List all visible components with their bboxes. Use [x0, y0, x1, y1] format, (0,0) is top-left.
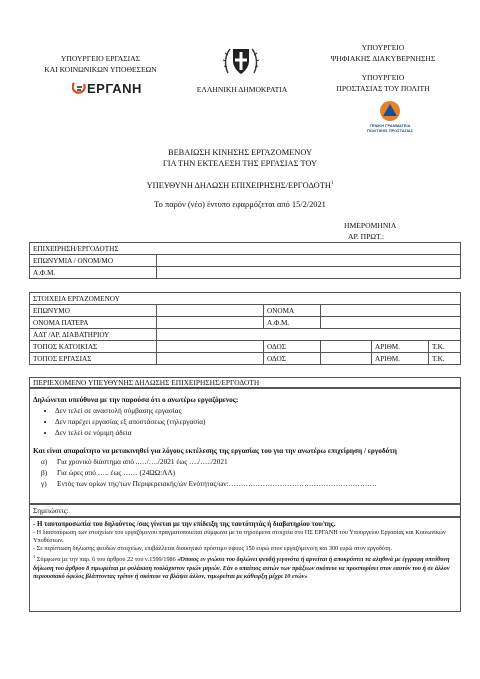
business-afm-field[interactable]	[157, 267, 461, 279]
option-b	[33, 467, 457, 478]
ergani-logo-icon	[72, 81, 86, 97]
option-b-text: Για ώρες από ….. έως …… (24ΩΩ:ΛΛ)	[57, 468, 176, 477]
work-place-label: ΤΟΠΟΣ ΕΡΓΑΣΙΑΣ	[30, 353, 157, 365]
work-street-label: ΟΔΟΣ	[264, 353, 321, 365]
title-line4: Το παρόν (νέο) έντυπο εφαρμόζεται από 15/2/2021	[154, 200, 326, 209]
residence-street-label: ΟΔΟΣ	[264, 341, 321, 353]
option-b-letter: β)	[41, 468, 48, 477]
date-block	[344, 220, 396, 242]
ergani-logo-text: ΕΡΓΑΝΗ	[87, 81, 142, 96]
civil-logo-line1: ΓΕΝΙΚΗ ΓΡΑΜΜΑΤΕΙΑ	[369, 123, 411, 128]
option-c-text: Εντός των ορίων της/των Περιφερειακής/ών Ενότητας/ων:…………………………………………………….	[57, 479, 377, 488]
note-law-quote: «Όποιος εν γνώσει του δηλώνει ψευδή γεγονότα ή αρνείται ή αποκρύπτει τα αληθινά με έγγραφη υπεύθυνη δήλωση του άρθρου 8 τιμωρείται με φυλάκιση τουλάχιστον τριών μηνών. Εάν ο υπαίτιος αυτών των πράξεων σκόπευε να προσπορίσει στον εαυτόν του ή σε άλλον περιουσιακό όφελος βλάπτοντας τρίτον ή σκόπευε να βλάψει άλλον, τιμωρείται με κάθειρξη μέχρι 10 ετών»	[33, 556, 450, 580]
residence-number-label: ΑΡΙΘΜ.	[372, 341, 429, 353]
title-line2: ΓΙΑ ΤΗΝ ΕΚΤΕΛΕΣΗ ΤΗΣ ΕΡΓΑΣΙΑΣ ΤΟΥ	[162, 159, 318, 168]
title-line1: ΒΕΒΑΙΩΣΗ ΚΙΝΗΣΗΣ ΕΡΓΑΖΟΜΕΝΟΥ	[167, 148, 312, 157]
residence-label: ΤΟΠΟΣ ΚΑΤΟΙΚΙΑΣ	[30, 341, 157, 353]
protocol-label: ΑΡ. ΠΡΩΤ.:	[348, 232, 385, 241]
declaration-bullet: • Δεν τελεί σε νόμιμη άδεια	[55, 427, 457, 438]
greek-coat-of-arms	[222, 43, 260, 81]
declaration-bullet: • Δεν τελεί σε αναστολή σύμβασης εργασίας	[55, 405, 457, 416]
employee-afm-label: Α.Φ.Μ.	[264, 317, 321, 329]
employee-id-field[interactable]	[157, 329, 461, 341]
ergani-logo	[72, 80, 142, 98]
title-line3	[70, 178, 410, 191]
ministry-civil-protection	[318, 72, 448, 94]
residence-street-field[interactable]	[321, 341, 372, 353]
work-tk-label: Τ.Κ.	[429, 353, 461, 365]
option-a	[33, 456, 457, 467]
declaration-bullet: • Δεν παρέχει εργασίας εξ αποστάσεως (τηλεργασία)	[55, 416, 457, 427]
employee-section-title: ΣΤΟΙΧΕΙΑ ΕΡΓΑΖΟΜΕΝΟΥ	[30, 293, 461, 305]
employee-surname-label: ΕΠΩΝΥΜΟ	[30, 305, 157, 317]
ministry-digital	[318, 42, 448, 64]
note-law-marker: 1	[33, 554, 36, 560]
declaration-intro: Δηλώνεται υπεύθυνα με την παρούσα ότι ο ανωτέρω εργαζόμενος:	[33, 395, 239, 404]
employee-name-field[interactable]	[321, 305, 461, 317]
business-afm-label: Α.Φ.Μ.	[30, 267, 157, 279]
coat-of-arms-icon	[222, 43, 260, 81]
employee-table	[29, 292, 461, 365]
note-crosscheck: - Η διασταύρωση των στοιχείων του εργαζόμενου πραγματοποιείται σύμφωνα με τα τηρούμενα στοιχεία στο ΠΣ ΕΡΓΑΝΗ του Υπουργείου Εργασίας και Κοινωνικών Υποθέσεων.	[33, 529, 446, 545]
employee-surname-field[interactable]	[157, 305, 264, 317]
notes-label: Σημειώσεις:	[29, 504, 461, 517]
ministry-labour-line2: ΚΑΙ ΚΟΙΝΩΝΙΚΩΝ ΥΠΟΘΕΣΕΩΝ	[44, 65, 157, 74]
civil-protection-logo-caption	[360, 123, 420, 133]
note-penalty: - Σε περίπτωση δήλωσης ψευδών στοιχείων, επιβάλλεται διοικητικό πρόστιμο ύψους 150 ευρώ στον εργαζόμενο/η και 300 ευρώ στον εργοδότη.	[33, 545, 393, 553]
business-name-field[interactable]	[157, 255, 461, 267]
date-label: ΗΜΕΡΟΜΗΝΙΑ	[344, 221, 397, 230]
title-line3-text: ΥΠΕΥΘΥΝΗ ΔΗΛΩΣΗ ΕΠΙΧΕΙΡΗΣΗΣ/ΕΡΓΟΔΟΤΗ	[146, 180, 331, 190]
ministry-labour-line1: ΥΠΟΥΡΓΕΙΟ ΕΡΓΑΣΙΑΣ	[60, 54, 141, 63]
movement-text: Και είναι απαραίτητο να μετακινηθεί για λόγους εκτέλεσης της εργασίας του για την ανωτέρω επιχείρηση / εργοδότη	[33, 446, 397, 455]
title-footnote-marker: 1	[330, 181, 334, 186]
ministry-civil-protection-line1: ΥΠΟΥΡΓΕΙΟ	[361, 73, 405, 82]
option-a-text: Για χρονικό διάστημα από ..…/…./2021 έως …./…../2021	[57, 457, 228, 466]
residence-tk-label: Τ.Κ.	[429, 341, 461, 353]
employee-name-label: ΟΝΟΜΑ	[264, 305, 321, 317]
notes-box	[29, 517, 461, 612]
option-c	[33, 478, 457, 489]
employee-id-label: ΑΔΤ /ΑΡ. ΔΙΑΒΑΤΗΡΙΟΥ	[30, 329, 157, 341]
note-law-plain: Σύμφωνα με την παρ. 6 του άρθρου 22 του ν.1599/1986	[35, 556, 178, 564]
note-law	[33, 553, 457, 580]
declaration-bullets	[33, 405, 457, 438]
work-street-field[interactable]	[321, 353, 372, 365]
civil-logo-line2: ΠΟΛΙΤΙΚΗΣ ΠΡΟΣΤΑΣΙΑΣ	[366, 128, 414, 133]
civil-protection-logo-icon	[360, 100, 420, 122]
civil-protection-logo	[360, 100, 420, 136]
ministry-labour	[28, 53, 173, 75]
option-c-letter: γ)	[41, 479, 47, 488]
ministry-digital-line1: ΥΠΟΥΡΓΕΙΟ	[361, 43, 405, 52]
declaration-box	[29, 388, 461, 504]
ministry-digital-line2: ΨΗΦΙΑΚΗΣ ΔΙΑΚΥΒΕΡΝΗΣΗΣ	[330, 54, 436, 63]
residence-field[interactable]	[157, 341, 264, 353]
document-title	[70, 147, 410, 169]
business-table	[29, 242, 461, 279]
hellenic-republic-label: ΕΛΛΗΝΙΚΗ ΔΗΜΟΚΡΑΤΙΑ	[196, 85, 288, 94]
work-place-field[interactable]	[157, 353, 264, 365]
work-number-label: ΑΡΙΘΜ.	[372, 353, 429, 365]
declaration-section-title: ΠΕΡΙΕΧΟΜΕΝΟ ΥΠΕΥΘΥΝΗΣ ΔΗΛΩΣΗΣ ΕΠΙΧΕΙΡΗΣΗΣ/ΕΡΓΟΔΟΤΗ	[29, 377, 461, 388]
ministry-civil-protection-line2: ΠΡΟΣΤΑΣΙΑΣ ΤΟΥ ΠΟΛΙΤΗ	[336, 84, 430, 93]
employee-afm-field[interactable]	[321, 317, 461, 329]
option-a-letter: α)	[41, 457, 48, 466]
employee-father-label: ΟΝΟΜΑ ΠΑΤΕΡΑ	[30, 317, 157, 329]
business-section-title: ΕΠΙΧΕΙΡΗΣΗ/ΕΡΓΟΔΟΤΗΣ	[30, 243, 461, 255]
business-name-label: ΕΠΩΝΥΜΙΑ / ΟΝΟΜ/ΜΟ	[30, 255, 157, 267]
employee-father-field[interactable]	[157, 317, 264, 329]
note-identity: - Η ταυτοπροσωπία του δηλούντος /σας γίνεται με την επίδειξη της ταυτότητάς ή διαβατηρίου του/της.	[33, 521, 336, 528]
